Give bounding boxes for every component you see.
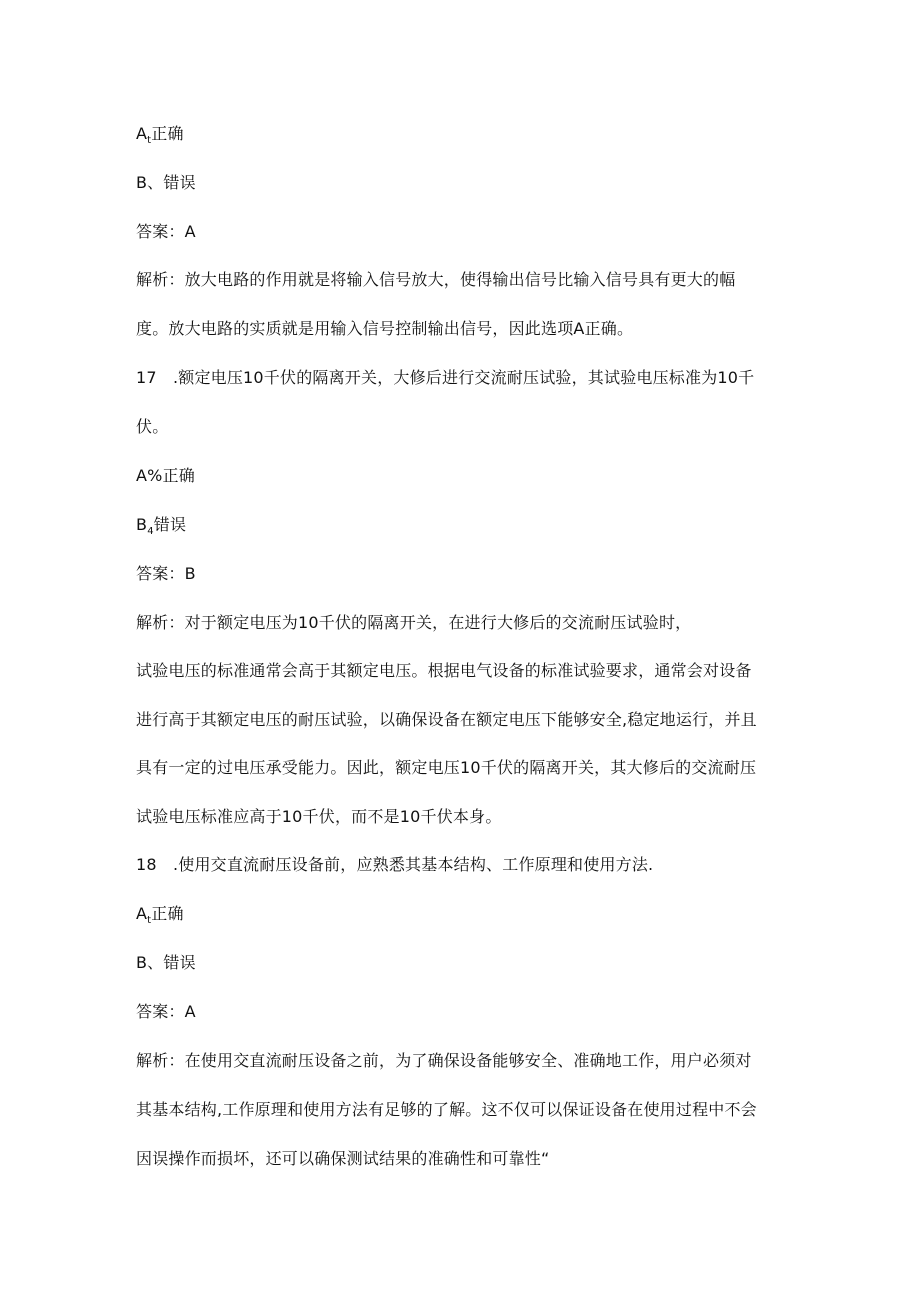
q18-option-a-text: 正确 (151, 904, 184, 923)
q17-question-line-1: 17 .额定电压10千伏的隔离开关，大修后进行交流耐压试验，其试验电压标准为10千 (136, 368, 755, 387)
q17-analysis-line-3: 进行高于其额定电压的耐压试验，以确保设备在额定电压下能够安全,稳定地运行，并且 (136, 710, 757, 729)
q17-question-line-2: 伏。 (136, 417, 169, 436)
q17-analysis-line-1: 解析：对于额定电压为10千伏的隔离开关，在进行大修后的交流耐压试验时， (136, 613, 692, 632)
q18-analysis-line-1: 解析：在使用交直流耐压设备之前，为了确保设备能够安全、准确地工作，用户必须对 (136, 1051, 752, 1070)
q18-question-line-1: 18 .使用交直流耐压设备前，应熟悉其基本结构、工作原理和使用方法. (136, 855, 654, 874)
q16-option-a-mark: t (147, 135, 152, 146)
q16-option-a (136, 124, 184, 147)
q16-analysis-line-2: 度。放大电路的实质就是用输入信号控制输出信号，因此选项A正确。 (136, 319, 634, 338)
q16-option-b: B、错误 (136, 173, 196, 192)
q17-option-a: A%正确 (136, 466, 195, 485)
q17-answer: 答案：B (136, 564, 196, 583)
q17-analysis-line-4: 具有一定的过电压承受能力。因此，额定电压10千伏的隔离开关，其大修后的交流耐压 (136, 758, 757, 777)
q18-option-a-mark: t (147, 915, 152, 926)
q17-analysis-line-5: 试验电压标准应高于10千伏，而不是10千伏本身。 (136, 807, 502, 826)
q18-option-a (136, 904, 184, 927)
q16-option-a-text: 正确 (151, 124, 184, 143)
q18-analysis-line-3: 因误操作而损坏，还可以确保测试结果的准确性和可靠性“ (136, 1149, 550, 1168)
q17-option-b-text: 错误 (153, 515, 187, 534)
q16-option-a-letter: A (136, 124, 148, 143)
q16-analysis-line-1: 解析：放大电路的作用就是将输入信号放大，使得输出信号比输入信号具有更大的幅 (136, 270, 736, 289)
q17-option-b-mark: 4 (147, 526, 154, 537)
q18-option-a-letter: A (136, 904, 148, 923)
q18-answer: 答案：A (136, 1002, 196, 1021)
q17-option-b-letter: B (136, 515, 148, 534)
q16-answer: 答案：A (136, 222, 196, 241)
q17-option-b (136, 515, 186, 538)
q17-analysis-line-2: 试验电压的标准通常会高于其额定电压。根据电气设备的标准试验要求，通常会对设备 (136, 661, 752, 680)
q18-option-b: B、错误 (136, 953, 196, 972)
q18-analysis-line-2: 其基本结构,工作原理和使用方法有足够的了解。这不仅可以保证设备在使用过程中不会 (136, 1100, 757, 1119)
